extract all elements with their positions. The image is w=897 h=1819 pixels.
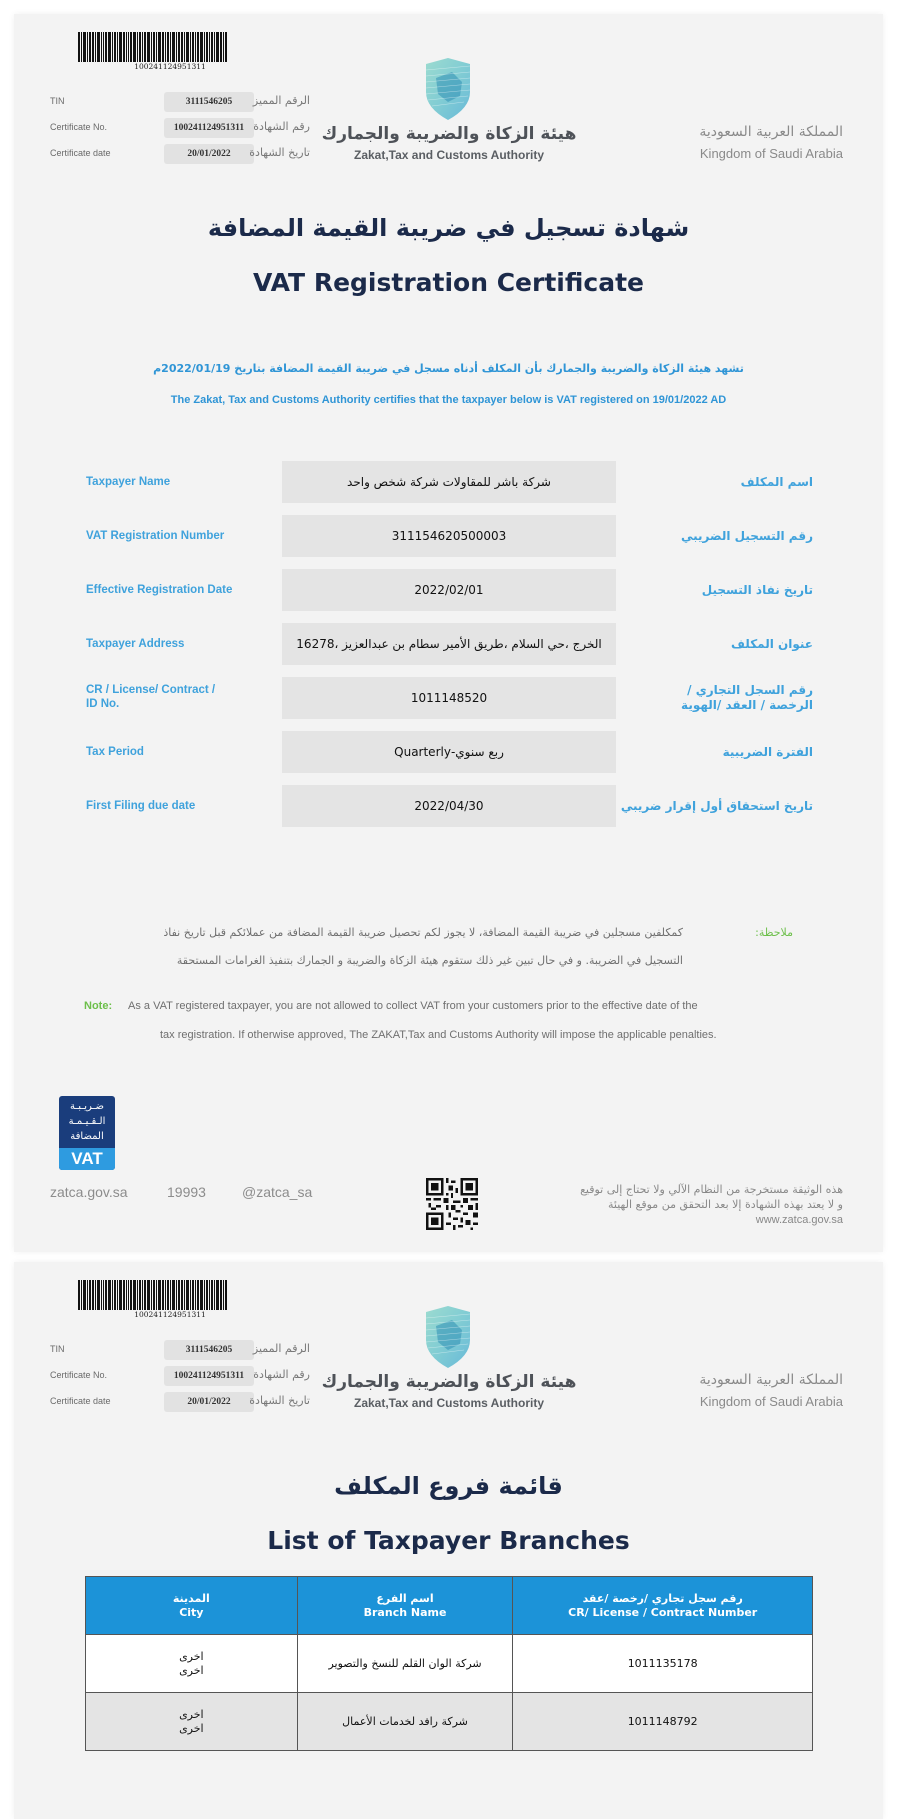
meta-certificate-no (50, 118, 310, 138)
meta-value: 3111546205 (164, 1340, 254, 1360)
meta-value: 3111546205 (164, 92, 254, 112)
meta-label-ar: الرقم المميز (252, 1342, 310, 1355)
certification-statement-ar: تشهد هيئة الزكاة والضريبة والجمارك بأن المكلف أدناه مسجل في ضريبة القيمة المضافة بتاريخ 2022/01/19م (153, 362, 744, 375)
qr-code-icon[interactable] (426, 1178, 478, 1230)
field-value: 311154620500003 (282, 515, 616, 557)
cell-cr-number: 1011135178 (513, 1635, 813, 1693)
barcode (78, 32, 262, 62)
meta-value: 20/01/2022 (164, 144, 254, 164)
authority-name-en: Zakat,Tax and Customs Authority (353, 148, 545, 162)
table-row (86, 1693, 813, 1751)
certification-statement-en: The Zakat, Tax and Customs Authority certifies that the taxpayer below is VAT registered on 19/01/2022 AD (170, 394, 727, 406)
branches-title-ar: قائمة فروع المكلف (334, 1472, 563, 1500)
table-header-row (86, 1577, 813, 1635)
meta-label-ar: تاريخ الشهادة (249, 1394, 310, 1407)
certificate-title-ar: شهادة تسجيل في ضريبة القيمة المضافة (207, 214, 690, 242)
field-taxpayer-address (14, 623, 883, 667)
field-cr-license-contract-id (14, 677, 883, 721)
field-label-ar: اسم المكلف (740, 475, 813, 489)
field-taxpayer-name (14, 461, 883, 505)
field-label-ar: رقم التسجيل الضريبي (681, 529, 813, 543)
meta-label-ar: رقم الشهادة (253, 120, 310, 133)
kingdom-name-ar: المملكة العربية السعودية (699, 124, 843, 140)
vat-logo-text-ar: الـقـيـمـة (68, 1116, 106, 1127)
branches-table (85, 1576, 813, 1751)
website-link[interactable]: zatca.gov.sa (50, 1184, 128, 1200)
vat-logo-text-ar: ضـريـبـة (70, 1101, 104, 1112)
cell-city: اخرى اخرى (86, 1635, 298, 1693)
zatca-shield-logo-icon (422, 1306, 474, 1368)
vat-logo (59, 1096, 115, 1170)
meta-label-en: Certificate date (50, 1396, 111, 1406)
authority-name-ar: هيئة الزكاة والضريبة والجمارك (321, 1372, 577, 1392)
field-label-en: Taxpayer Address (86, 638, 185, 650)
note-text-en-line2: tax registration. If otherwise approved, The ZAKAT,Tax and Customs Authority will impose the applicable penalties. (160, 1029, 717, 1041)
field-label-en: Effective Registration Date (86, 584, 233, 596)
meta-tin (50, 1340, 310, 1360)
branches-title-en: List of Taxpayer Branches (267, 1526, 630, 1555)
kingdom-name-en: Kingdom of Saudi Arabia (699, 146, 843, 161)
meta-certificate-no (50, 1366, 310, 1386)
field-label-ar: رقم السجل التجاري / الرخصة / العقد /الهوية (681, 683, 813, 712)
certificate-page (14, 14, 883, 1252)
note-text-ar-line1: كمكلفين مسجلين في ضريبة القيمة المضافة، لا يجوز لكم تحصيل ضريبة القيمة المضافة من عملائكم قبل تاريخ نفاذ (163, 926, 683, 939)
meta-label-en: TIN (50, 96, 65, 106)
meta-certificate-date (50, 144, 310, 164)
field-label-en: Taxpayer Name (86, 476, 171, 488)
meta-label-en: Certificate No. (50, 1370, 108, 1380)
field-value: 2022/02/01 (282, 569, 616, 611)
cell-cr-number: 1011148792 (513, 1693, 813, 1751)
cell-branch-name: شركة الوان القلم للنسخ والتصوير (297, 1635, 513, 1693)
barcode (78, 1280, 262, 1310)
kingdom-name-en: Kingdom of Saudi Arabia (699, 1394, 843, 1409)
authority-name-en: Zakat,Tax and Customs Authority (353, 1396, 545, 1410)
meta-value: 20/01/2022 (164, 1392, 254, 1412)
field-value: 2022/04/30 (282, 785, 616, 827)
field-label-en: First Filing due date (86, 800, 196, 812)
meta-label-en: TIN (50, 1344, 65, 1354)
meta-certificate-date (50, 1392, 310, 1412)
note-label-en: Note: (84, 1000, 113, 1012)
field-effective-registration-date (14, 569, 883, 613)
field-first-filing-due-date (14, 785, 883, 829)
field-label-en: VAT Registration Number (86, 530, 225, 542)
field-label-ar: الفترة الضريبية (722, 745, 813, 759)
kingdom-name-ar: المملكة العربية السعودية (699, 1372, 843, 1388)
field-tax-period (14, 731, 883, 775)
disclaimer-line: هذه الوثيقة مستخرجة من النظام الآلي ولا تحتاج إلى توقيع (580, 1183, 843, 1196)
meta-tin (50, 92, 310, 112)
meta-label-ar: الرقم المميز (252, 94, 310, 107)
meta-value: 100241124951311 (164, 118, 254, 138)
vat-logo-text-en: VAT (59, 1148, 115, 1170)
note-text-en-line1: As a VAT registered taxpayer, you are not allowed to collect VAT from your customers prior to the effective date of the (128, 1000, 698, 1012)
cell-city: اخرى اخرى (86, 1693, 298, 1751)
field-label-en: Tax Period (86, 746, 144, 758)
phone-number: 19993 (167, 1184, 206, 1200)
column-header-branch-name: اسم الفرع Branch Name (297, 1577, 513, 1635)
meta-label-ar: رقم الشهادة (253, 1368, 310, 1381)
meta-label-en: Certificate No. (50, 122, 108, 132)
field-label-ar: عنوان المكلف (731, 637, 813, 651)
table-row (86, 1635, 813, 1693)
field-label-ar: تاريخ استحقاق أول إقرار ضريبي (620, 799, 813, 813)
social-handle[interactable]: @zatca_sa (242, 1184, 313, 1200)
barcode-number: 100241124951311 (134, 1310, 206, 1319)
zatca-shield-logo-icon (422, 58, 474, 120)
field-label-ar: تاريخ نفاذ التسجيل (701, 583, 813, 597)
field-vat-registration-number (14, 515, 883, 559)
meta-label-en: Certificate date (50, 148, 111, 158)
disclaimer-line: و لا يعتد بهذه الشهادة إلا بعد التحقق من موقع الهيئة (608, 1198, 843, 1211)
disclaimer-text-ar (523, 1182, 843, 1212)
note-label-ar: ملاحظة: (755, 926, 793, 939)
field-value: ربع سنوي-Quarterly (282, 731, 616, 773)
note-text-ar-line2: التسجيل في الضريبة. و في حال تبين غير ذلك ستقوم هيئة الزكاة والضريبة و الجمارك بتنفيذ الغرامات المستحقة (176, 954, 683, 967)
field-label-en: CR / License/ Contract / ID No. (86, 684, 216, 710)
authority-name-ar: هيئة الزكاة والضريبة والجمارك (321, 124, 577, 144)
column-header-city: المدينة City (86, 1577, 298, 1635)
meta-label-ar: تاريخ الشهادة (249, 146, 310, 159)
certificate-title-en: VAT Registration Certificate (253, 268, 644, 297)
field-value: شركة باشر للمقاولات شركة شخص واحد (282, 461, 616, 503)
meta-value: 100241124951311 (164, 1366, 254, 1386)
branches-page (14, 1262, 883, 1819)
field-value: 1011148520 (282, 677, 616, 719)
cell-branch-name: شركة رافد لخدمات الأعمال (297, 1693, 513, 1751)
disclaimer-url[interactable]: www.zatca.gov.sa (755, 1214, 843, 1226)
vat-logo-text-ar: المضافة (70, 1131, 104, 1142)
column-header-cr-number: رقم سجل تجاري /رخصة /عقد CR/ License / Contract Number (513, 1577, 813, 1635)
barcode-number: 100241124951311 (134, 62, 206, 71)
field-value: الخرج ،حي السلام ،طريق الأمير سطام بن عبدالعزيز ،16278 (282, 623, 616, 665)
